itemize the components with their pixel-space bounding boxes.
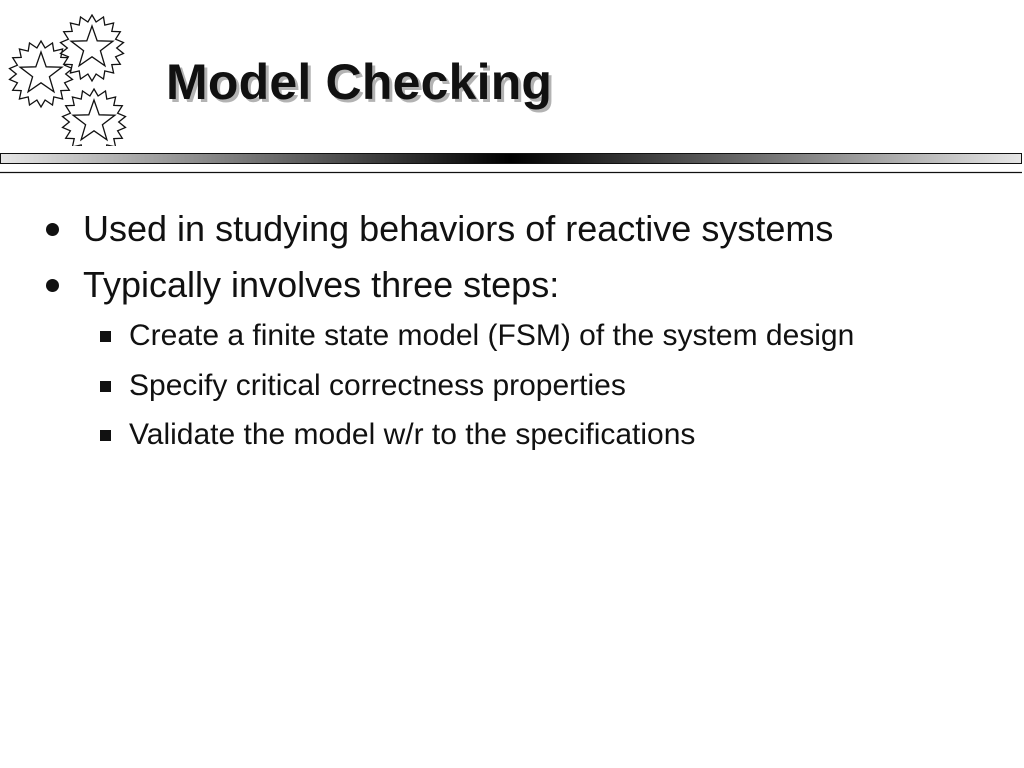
sub-bullet-text: Create a finite state model (FSM) of the system design (129, 319, 855, 352)
sub-bullet-text: Specify critical correctness properties (129, 369, 626, 402)
three-stars-logo-icon (6, 14, 130, 146)
bullet-text: Used in studying behaviors of reactive systems (83, 208, 834, 249)
bullet-dot-icon (46, 223, 59, 236)
sub-bullet-item (100, 366, 626, 406)
sub-bullet-item (100, 415, 695, 455)
bullet-item (46, 204, 833, 254)
sub-bullet-item (100, 316, 854, 356)
bullet-item (46, 260, 559, 310)
sub-bullet-text: Validate the model w/r to the specifications (129, 418, 696, 451)
bullet-dot-icon (46, 279, 59, 292)
bullet-square-icon (100, 430, 111, 441)
slide-title: Model Checking (166, 54, 553, 110)
bullet-square-icon (100, 331, 111, 342)
bullet-text: Typically involves three steps: (83, 264, 560, 305)
bullet-square-icon (100, 381, 111, 392)
title-divider (0, 152, 1022, 176)
